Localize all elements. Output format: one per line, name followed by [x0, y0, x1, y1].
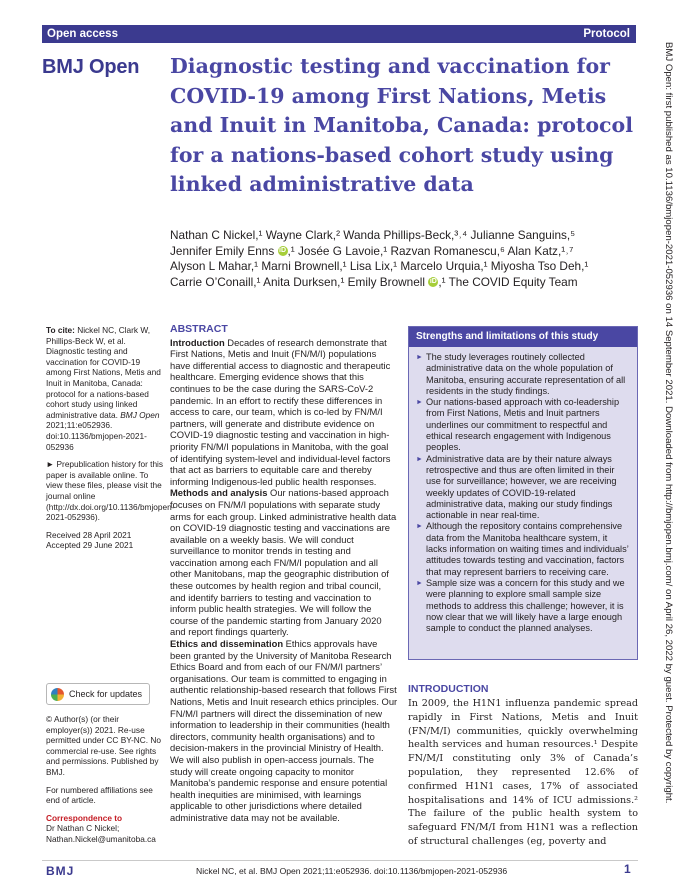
side-note-text: BMJ Open: first published as 10.1136/bmjopen-2021-052936 on 14 September 2021. Downloaded from http://bmjopen.bmj.com/ on April 26, 2022 by guest. Protected by copyright.	[663, 42, 674, 804]
article-type-label: Protocol	[583, 28, 630, 40]
abstract-section	[170, 324, 398, 824]
list-item: ► Our nations-based approach with co-leadership from First Nations, Metis and Inuit partners underlines our commitment to respectful and ethical research engagement with Indigenous peoples.	[416, 397, 620, 453]
correspondence-block: Correspondence to Dr Nathan C Nickel; Nathan.Nickel@umanitoba.ca	[46, 812, 156, 844]
footer-logo: BMJ	[46, 864, 75, 878]
received-accepted-dates: Received 28 April 2021 Accepted 29 June 2021	[46, 529, 134, 551]
author-line: Nathan C Nickel,¹ Wayne Clark,² Wanda Phillips-Beck,³˒⁴ Julianne Sanguins,⁵	[170, 228, 576, 242]
author-name: Jennifer Emily Enns	[170, 243, 275, 258]
check-for-updates-button[interactable]	[46, 683, 150, 705]
triangle-bullet-icon: ►	[416, 523, 423, 531]
triangle-bullet-icon: ►	[416, 579, 423, 587]
top-banner	[42, 25, 636, 43]
correspondence-email[interactable]: Nathan.Nickel@umanitoba.ca	[46, 833, 156, 844]
left-sidebar	[46, 325, 175, 558]
journal-logo: BMJ Open	[42, 56, 140, 78]
author-name: ,¹ Josée G Lavoie,¹ Razvan Romanescu,⁶ Alan Katz,¹˒⁷	[287, 243, 574, 258]
open-access-label: Open access	[47, 28, 118, 40]
citation-block: To cite: Nickel NC, Clark W, Phillips-Beck W, et al. Diagnostic testing and vaccination for COVID-19 among First Nations, Metis and Inuit in Manitoba, Canada: protocol for a nations-based cohort study using linked administrative data. BMJ Open 2021;11:e052936. doi:10.1136/bmjopen-2021-052936	[46, 325, 161, 452]
introduction-text: In 2009, the H1N1 influenza pandemic spread rapidly in First Nations, Metis and Inuit (FN/M/I) communities, quickly overwhelming health services and human resources.¹ Despite FN/M/I constituting only 3% of Canada’s population, they represented 12.6% of confirmed H1N1 cases, 17% of associated hospitalisations and 14% of ICU admissions.² The failure of the public health system to safeguard FN/M/I from H1N1 was a reflection of structural challenges (eg, poverty and	[408, 698, 638, 847]
page-number: 1	[624, 862, 631, 876]
author-name: Carrie O’Conaill,¹ Anita Durksen,¹ Emily Brownell	[170, 274, 426, 289]
orcid-icon[interactable]: iD	[279, 247, 287, 255]
author-line	[170, 275, 620, 291]
abstract-introduction: Introduction Decades of research demonstrate that First Nations, Metis and Inuit (FN/M/I) populations have differential access to diagnostic and therapeutic healthcare. Emerging evidence shows that this continues to be the case during the SARS-CoV-2 pandemic. In an effort to rectify these differences in access to care, our team, which is co-led by FN/M/I partners, will generate and distribute evidence on COVID-19 diagnostic testing and vaccination in high-priority FN/M/I populations in Manitoba, with the goal of identifying system-level and individual-level factors that act as barriers to equitable care and thereby informing Indigenous-led public health responses.	[170, 336, 391, 487]
triangle-bullet-icon: ►	[416, 455, 423, 463]
orcid-icon[interactable]: iD	[429, 278, 437, 286]
affiliations-note: For numbered affiliations see end of article.	[46, 784, 153, 806]
list-item: ► Administrative data are by their nature always retrospective and thus are often limited in their use for surveillance; however, we are receiving weekly updates of COVID-19-related administrative data, making our study findings actionable in near real-time.	[416, 453, 617, 521]
author-line: Alyson L Mahar,¹ Marni Brownell,¹ Lisa Lix,¹ Marcelo Urquia,¹ Miyosha Tso Deh,¹	[170, 259, 589, 273]
abstract-heading: ABSTRACT	[170, 323, 228, 335]
introduction-section	[408, 683, 638, 849]
prepublication-note[interactable]: ► Prepublication history for this paper is available online. To view these files, please visit the journal online (http://dx.doi.org/10.1136/bmjopen-2021-052936).	[46, 459, 175, 523]
list-item: ► The study leverages routinely collected administrative data on the whole population of Manitoba, ensuring accurate representation of all residents in the study findings.	[416, 352, 626, 396]
author-list	[170, 228, 620, 290]
introduction-heading: INTRODUCTION	[408, 683, 489, 695]
footer-divider	[42, 860, 638, 861]
copyright-note: © Author(s) (or their employer(s)) 2021. Re-use permitted under CC BY-NC. No commercial re-use. See rights and permissions. Published by BMJ.	[46, 714, 161, 777]
triangle-bullet-icon: ►	[416, 354, 423, 361]
triangle-bullet-icon: ►	[416, 399, 423, 407]
left-sidebar-lower	[46, 714, 164, 852]
strengths-heading: Strengths and limitations of this study	[409, 327, 637, 347]
article-title: Diagnostic testing and vaccination for COVID-19 among First Nations, Metis and Inuit in Manitoba, Canada: protocol for a nations-based cohort study using linked administrative data	[170, 54, 633, 196]
crossmark-icon	[51, 688, 64, 701]
list-item: ► Sample size was a concern for this study and we were planning to explore small sample size methods to address this challenge; however, it is now clear that we will likely have a large enough sample to conduct the planned analyses.	[416, 577, 625, 634]
abstract-ethics: Ethics and dissemination Ethics approvals have been granted by the University of Manitoba Research Ethics Board and from each of our FN/M/I partners’ organisations. Our team is committed to engaging in authentic relationship-based research that follows First Nations, Metis and Inuit research ethics principles. Our FN/M/I partners will direct the dissemination of new information to leadership in their communities (health directors, community health organisations) and to decision-makers in the provincial Ministry of Health. We will also publish in open-access journals. The study will create ongoing capacity to monitor Manitoba’s pandemic response and ensure potential health inequities are minimised, with learnings applicable to other jurisdictions where detailed administrative data may not be available.	[170, 638, 398, 823]
side-note	[664, 42, 676, 862]
strengths-limitations-box	[408, 326, 638, 660]
strengths-list	[409, 347, 637, 634]
check-updates-label: Check for updates	[69, 689, 143, 699]
author-name: ,¹ The COVID Equity Team	[438, 274, 578, 289]
footer-citation: Nickel NC, et al. BMJ Open 2021;11:e052936. doi:10.1136/bmjopen-2021-052936	[196, 866, 508, 876]
abstract-methods: Methods and analysis Our nations-based approach focuses on FN/M/I populations with separate study arms for each group. Linked administrative health data on COVID-19 diagnostic testing and vaccinations are available on a weekly basis. We will conduct surveillance to monitor trends in testing and vaccination among each FN/M/I population and all other Manitobans, map the geographic distribution of these outcomes by health region and tribal council, and identify barriers to testing and vaccination to inform public health strategies. We will follow the course of the pandemic starting from January 2020 and report findings quarterly.	[170, 487, 397, 638]
author-line	[170, 244, 620, 260]
list-item: ► Although the repository contains comprehensive data from the Manitoba healthcare system, it lacks information on waiting times and individuals’ attitudes towards testing and vaccination, factors that may represent barriers to receiving care.	[416, 521, 629, 577]
